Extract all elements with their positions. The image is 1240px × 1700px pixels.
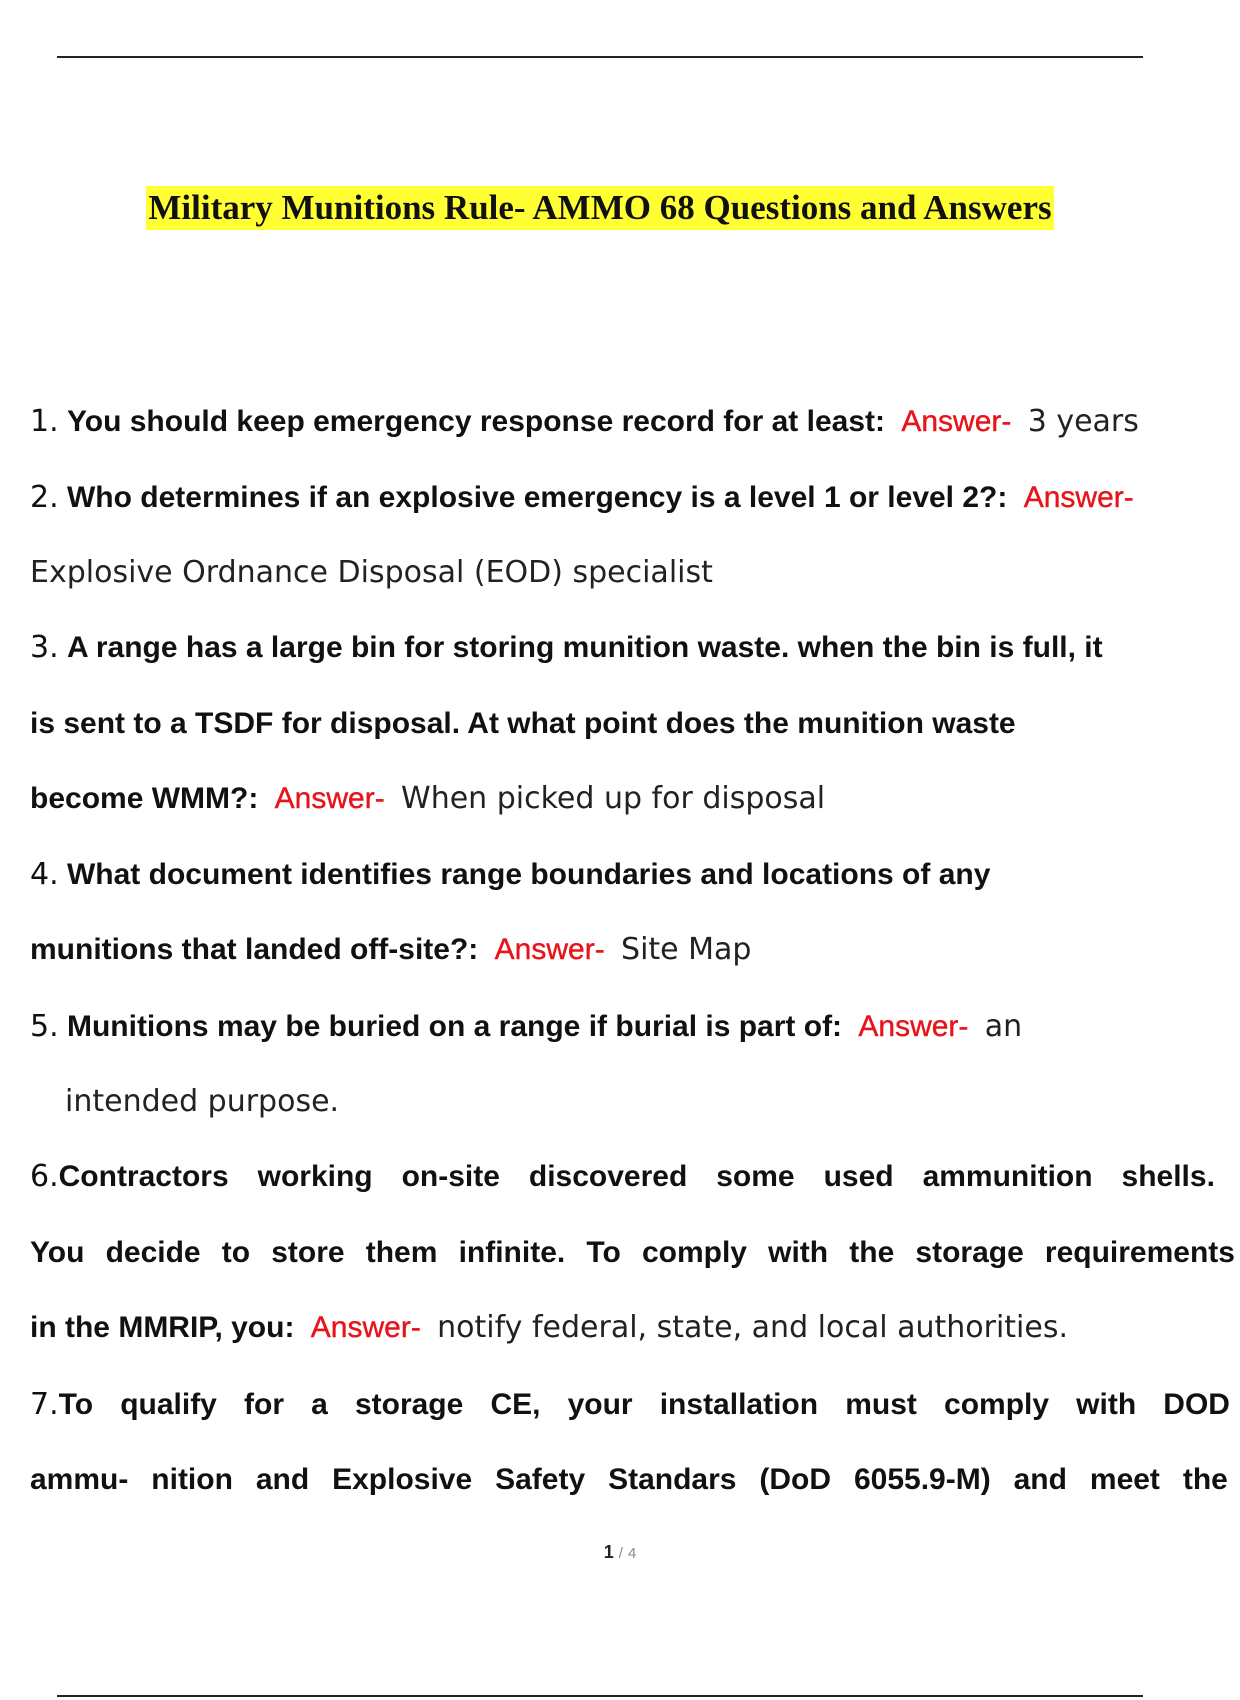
word: To <box>58 1388 94 1421</box>
word: To <box>586 1236 621 1269</box>
answer-label: Answer- <box>494 933 605 966</box>
header-rule <box>57 56 1143 58</box>
page-indicator <box>0 1542 1240 1563</box>
question-text: become WMM?: <box>30 782 259 815</box>
word: shells. <box>1121 1160 1215 1193</box>
item-number: 5. <box>30 1009 59 1044</box>
qa-item-4-line-2 <box>30 928 1200 972</box>
qa-item-6-line-3 <box>30 1306 1200 1350</box>
title-container <box>0 186 1200 230</box>
word: on-site <box>401 1160 500 1193</box>
question-text: in the MMRIP, you: <box>30 1311 295 1344</box>
word: storage <box>354 1388 464 1421</box>
word: them <box>365 1236 438 1269</box>
qa-item-5 <box>30 1005 1200 1049</box>
word: ammunition <box>922 1160 1093 1193</box>
answer-text: When picked up for disposal <box>401 781 826 816</box>
footer-rule <box>57 1695 1143 1697</box>
justified-line <box>30 1231 1235 1275</box>
word: comply <box>944 1388 1050 1421</box>
word: the <box>849 1236 895 1269</box>
word: 6055.9-M) <box>853 1463 991 1496</box>
word: (DoD <box>759 1463 832 1496</box>
question-text: A range has a large bin for storing munition waste. when the bin is full, it <box>66 631 1103 664</box>
answer-text: 3 years <box>1027 404 1139 439</box>
question-text: You should keep emergency response record for at least: <box>66 405 885 438</box>
question-text: Munitions may be buried on a range if burial is part of: <box>66 1010 843 1043</box>
total-pages: 4 <box>627 1545 637 1562</box>
item-number: 4. <box>30 857 59 892</box>
word: and <box>255 1463 310 1496</box>
word: Contractors <box>58 1160 229 1193</box>
qa-item-5-line-2 <box>65 1080 1235 1124</box>
answer-label: Answer- <box>858 1010 969 1043</box>
word: the <box>1182 1463 1228 1496</box>
word: Safety <box>495 1463 586 1496</box>
word: Explosive <box>332 1463 473 1496</box>
question-words <box>30 1383 93 1427</box>
question-words <box>30 1155 229 1199</box>
qa-item-3-line-3 <box>30 777 1200 821</box>
word: infinite. <box>458 1236 566 1269</box>
word: comply <box>641 1236 747 1269</box>
item-number: 6. <box>30 1159 59 1194</box>
item-number: 3. <box>30 630 59 665</box>
word: some <box>716 1160 795 1193</box>
word: for <box>244 1388 284 1421</box>
word: used <box>823 1160 894 1193</box>
qa-item-2 <box>30 476 1200 520</box>
word: nition <box>151 1463 233 1496</box>
qa-item-3-line-2 <box>30 702 1200 746</box>
answer-label: Answer- <box>901 405 1012 438</box>
answer-text: an <box>984 1009 1023 1044</box>
word: qualify <box>120 1388 217 1421</box>
word: to <box>221 1236 251 1269</box>
word: requirements <box>1044 1236 1235 1269</box>
answer-text: Site Map <box>621 932 752 967</box>
answer-label: Answer- <box>1023 481 1134 514</box>
word: You <box>30 1236 85 1269</box>
justified-line <box>30 1383 1230 1427</box>
word: your <box>567 1388 633 1421</box>
question-text: is sent to a TSDF for disposal. At what point does the munition waste <box>30 707 1016 740</box>
word: decide <box>105 1236 201 1269</box>
answer-text: intended purpose. <box>65 1084 340 1119</box>
qa-item-3 <box>30 626 1200 670</box>
item-number: 7. <box>30 1387 59 1422</box>
word: ammu- <box>30 1463 129 1496</box>
qa-item-2-answer-line <box>30 551 1200 595</box>
qa-item-6 <box>30 1155 1215 1199</box>
word: CE, <box>490 1388 541 1421</box>
qa-item-7 <box>30 1383 1230 1427</box>
word: with <box>1076 1388 1137 1421</box>
justified-line <box>30 1155 1215 1199</box>
current-page: 1 <box>603 1542 614 1562</box>
answer-label: Answer- <box>310 1311 421 1344</box>
word: meet <box>1089 1463 1160 1496</box>
qa-item-7-line-2 <box>30 1458 1228 1502</box>
document-title: Military Munitions Rule- AMMO 68 Questions and Answers <box>146 186 1053 230</box>
item-number: 2. <box>30 480 59 515</box>
answer-text: Explosive Ordnance Disposal (EOD) specialist <box>30 555 713 590</box>
page-separator: / <box>618 1545 623 1562</box>
word: storage <box>915 1236 1024 1269</box>
question-text: munitions that landed off-site?: <box>30 933 479 966</box>
word: must <box>845 1388 917 1421</box>
word: store <box>271 1236 345 1269</box>
word: and <box>1013 1463 1067 1496</box>
qa-item-1 <box>30 400 1200 444</box>
item-number: 1. <box>30 404 59 439</box>
question-text: Who determines if an explosive emergency is a level 1 or level 2?: <box>66 481 1008 514</box>
answer-text: notify federal, state, and local authorities. <box>437 1310 1069 1345</box>
word: DOD <box>1163 1388 1230 1421</box>
word: a <box>311 1388 328 1421</box>
word: working <box>257 1160 373 1193</box>
qa-item-4 <box>30 853 1200 897</box>
justified-line <box>30 1458 1228 1502</box>
word: with <box>768 1236 829 1269</box>
qa-item-6-line-2 <box>30 1231 1235 1275</box>
word: installation <box>659 1388 819 1421</box>
answer-label: Answer- <box>274 782 385 815</box>
word: discovered <box>528 1160 688 1193</box>
word: Standars <box>608 1463 737 1496</box>
question-text: What document identifies range boundaries and locations of any <box>66 858 991 891</box>
